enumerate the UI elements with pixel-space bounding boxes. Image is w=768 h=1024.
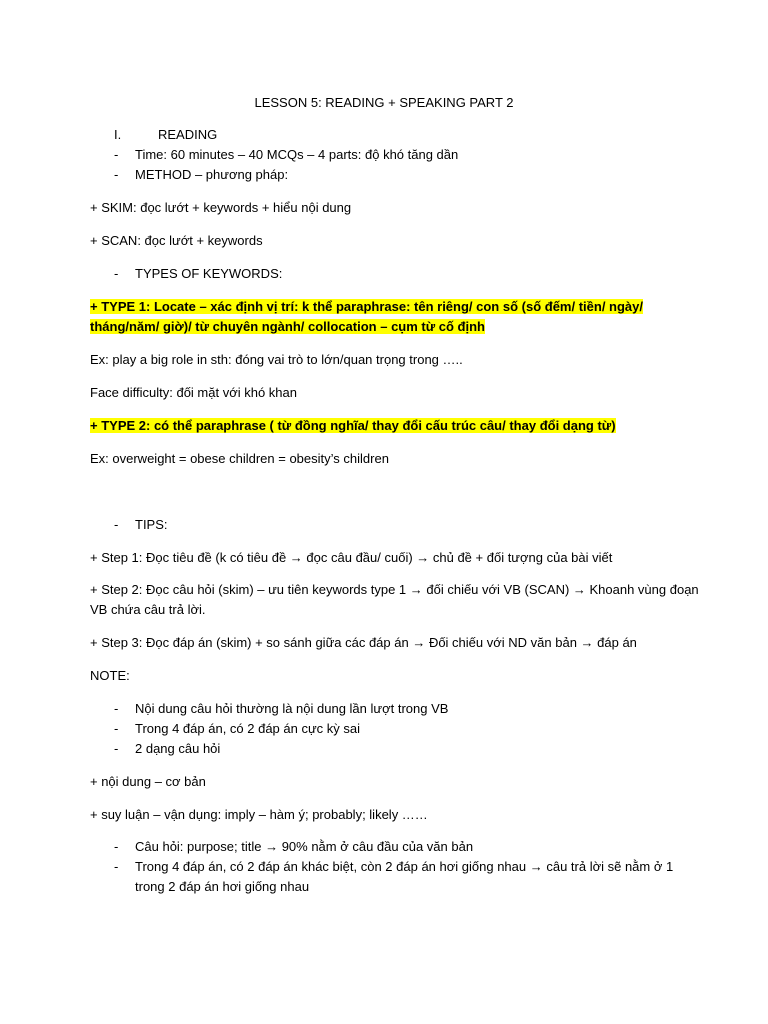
types-heading: TYPES OF KEYWORDS: (135, 266, 283, 281)
reading-item: Time: 60 minutes – 40 MCQs – 4 parts: độ khó tăng dần (135, 147, 459, 162)
scan-line: + SCAN: đọc lướt + keywords (90, 233, 263, 248)
note-item: Nội dung câu hỏi thường là nội dung lần lượt trong VB (135, 701, 449, 716)
skim-line: + SKIM: đọc lướt + keywords + hiểu nội dung (90, 200, 352, 215)
type1-highlight-line2: tháng/năm/ giờ)/ từ chuyên ngành/ collocation – cụm từ cố định (90, 319, 485, 334)
type2-highlight: + TYPE 2: có thể paraphrase ( từ đồng nghĩa/ thay đổi cấu trúc câu/ thay đổi dạng từ) (90, 418, 616, 433)
note-item: Trong 4 đáp án, có 2 đáp án cực kỳ sai (135, 721, 361, 736)
tips-heading: TIPS: (135, 517, 168, 532)
bullet-dash: - (114, 701, 119, 716)
note-item: 2 dạng câu hỏi (135, 741, 221, 756)
bullet-dash: - (114, 859, 119, 874)
example-line: Ex: play a big role in sth: đóng vai trò to lớn/quan trọng trong ….. (90, 352, 463, 367)
final-item: Câu hỏi: purpose; title → 90% nằm ở câu đầu của văn bản (135, 839, 474, 854)
inference-line: + suy luận – vận dụng: imply – hàm ý; probably; likely …… (90, 807, 428, 822)
step-1: + Step 1: Đọc tiêu đề (k có tiêu đề → đọc câu đầu/ cuối) → chủ đề + đối tượng của bài viết (90, 550, 613, 565)
bullet-dash: - (114, 721, 119, 736)
content-basic-line: + nội dung – cơ bản (90, 774, 206, 789)
type1-highlight-line1: + TYPE 1: Locate – xác định vị trí: k thể paraphrase: tên riêng/ con số (số đếm/ tiền/ ngày/ (90, 299, 644, 314)
step-3: + Step 3: Đọc đáp án (skim) + so sánh giữa các đáp án → Đối chiếu với ND văn bản → đáp án (90, 635, 637, 650)
final-item: Trong 4 đáp án, có 2 đáp án khác biệt, còn 2 đáp án hơi giống nhau → câu trả lời sẽ nằm ở 1 (135, 859, 674, 874)
bullet-dash: - (114, 167, 119, 182)
bullet-dash: - (114, 147, 119, 162)
final-item-continuation: trong 2 đáp án hơi giống nhau (135, 879, 310, 894)
bullet-dash: - (114, 517, 119, 532)
reading-item: METHOD – phương pháp: (135, 167, 289, 182)
bullet-dash: - (114, 741, 119, 756)
section-title: READING (158, 127, 218, 142)
bullet-dash: - (114, 266, 119, 281)
step-2-line1: + Step 2: Đọc câu hỏi (skim) – ưu tiên keywords type 1 → đối chiếu với VB (SCAN) → Khoanh vùng đoạn (90, 582, 699, 597)
document-title: LESSON 5: READING + SPEAKING PART 2 (254, 95, 514, 110)
bullet-dash: - (114, 839, 119, 854)
face-difficulty-line: Face difficulty: đối mặt với khó khan (90, 385, 297, 400)
note-heading: NOTE: (90, 668, 130, 683)
section-number: I. (114, 127, 122, 142)
example-line: Ex: overweight = obese children = obesity’s children (90, 451, 389, 466)
step-2-line2: VB chứa câu trả lời. (90, 602, 206, 617)
